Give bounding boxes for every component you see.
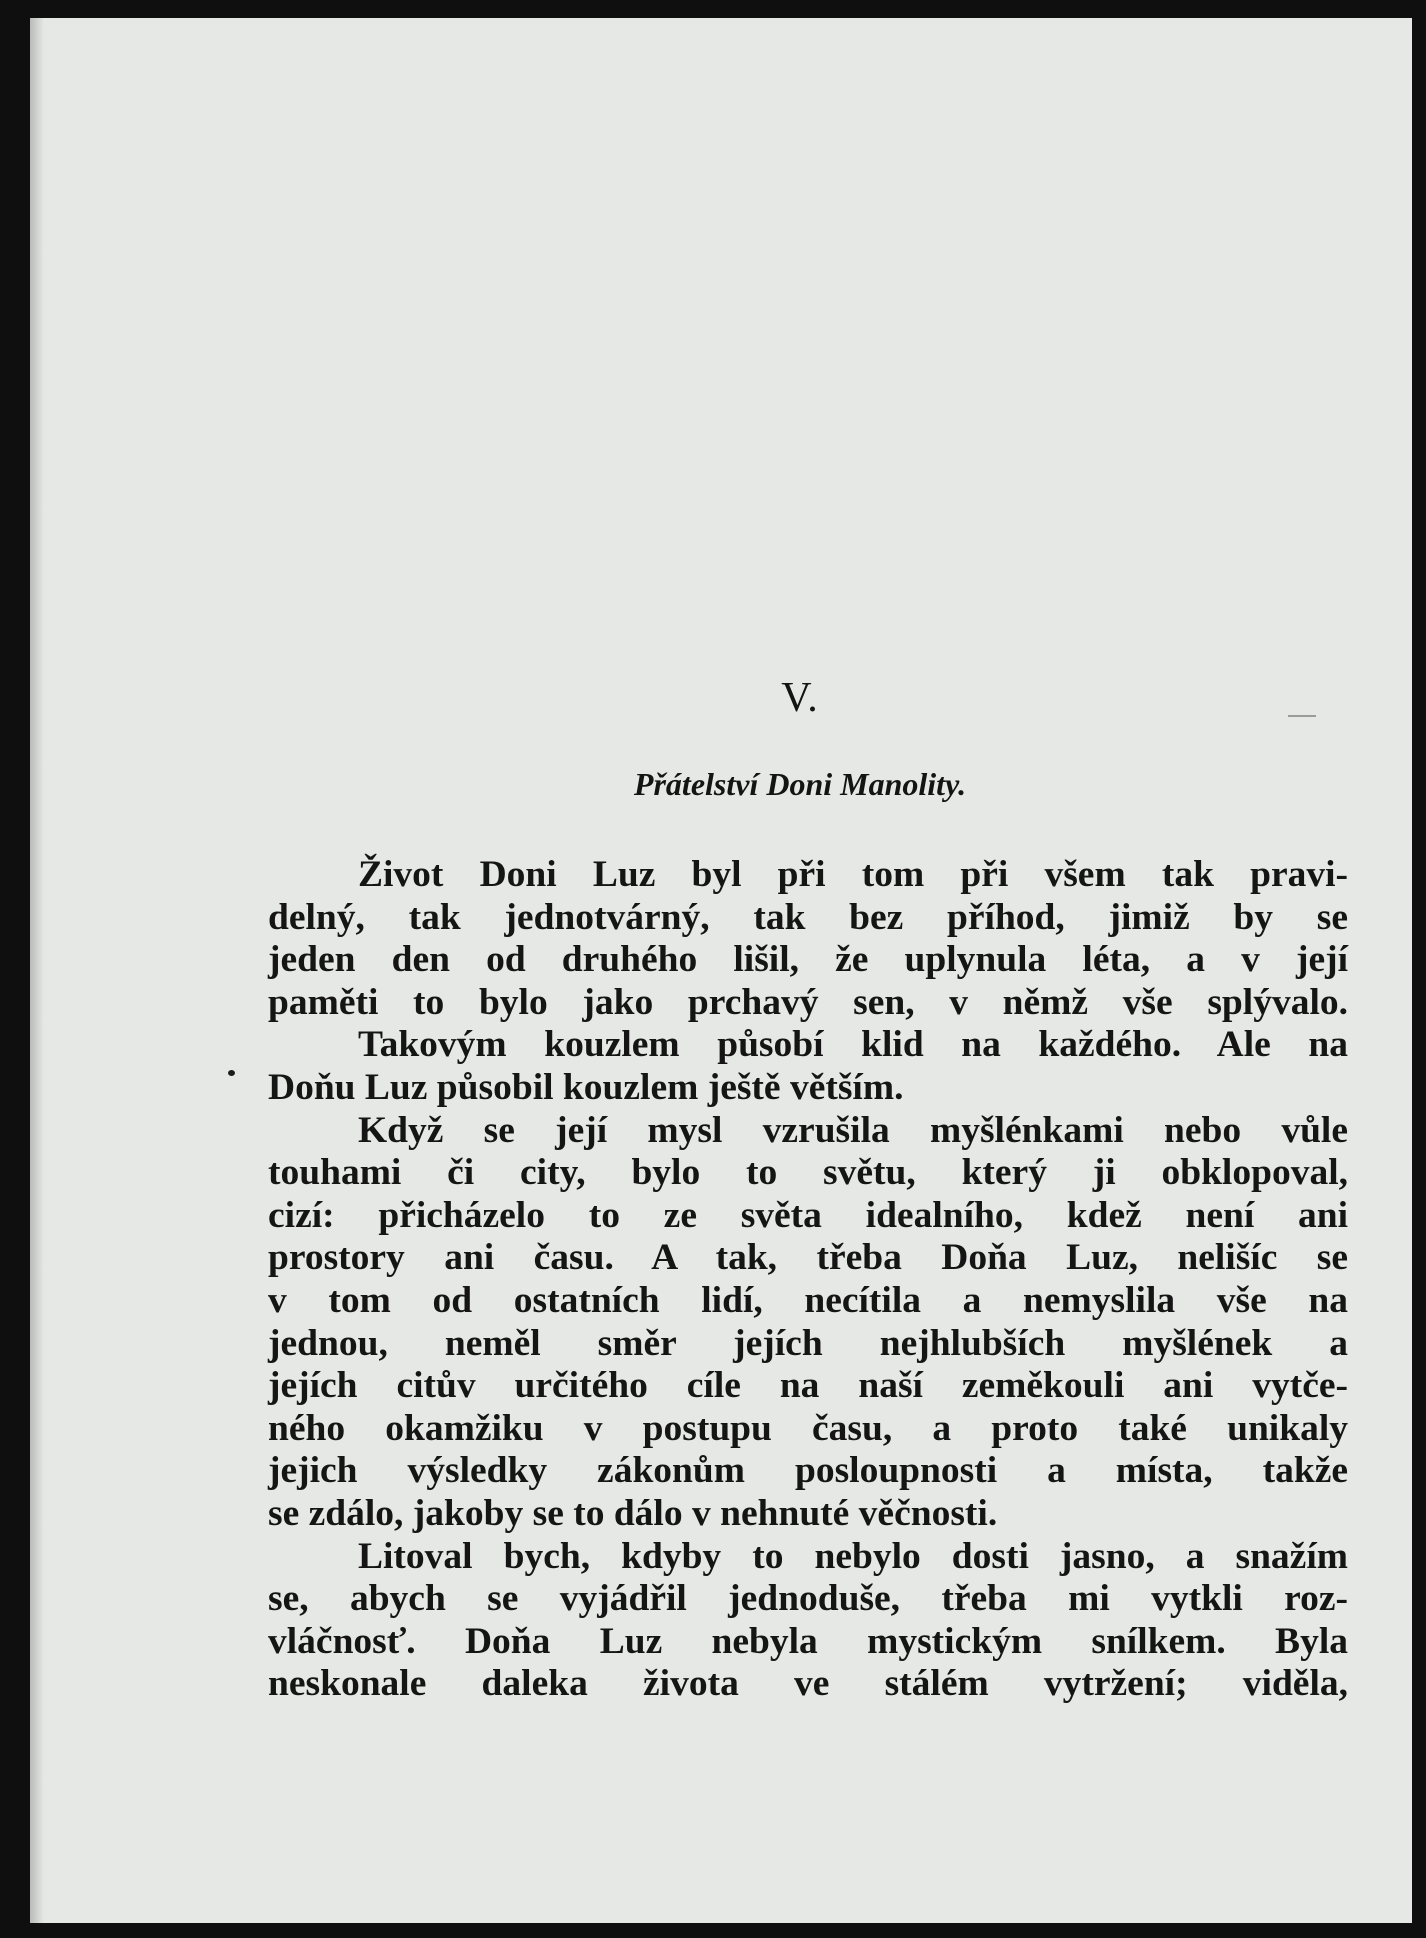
text-line: Litoval bych, kdyby to nebylo dosti jasno, a snažím xyxy=(358,1535,1348,1577)
text-line: delný, tak jednotvárný, tak bez příhod, jimiž by se xyxy=(268,896,1348,938)
text-line: ného okamžiku v postupu času, a proto také unikaly xyxy=(268,1407,1348,1449)
text-line: jejich výsledky zákonům posloupnosti a místa, takže xyxy=(268,1450,1348,1492)
text-line: jejích citův určitého cíle na naší zeměkouli ani vytče- xyxy=(268,1365,1348,1407)
text-line: jeden den od druhého lišil, že uplynula léta, a v její xyxy=(268,939,1348,981)
text-line: Doňu Luz působil kouzlem ještě větším. xyxy=(268,1066,904,1108)
page-edge-shadow xyxy=(30,18,44,1923)
text-line: se, abych se vyjádřil jednoduše, třeba mi vytkli roz- xyxy=(268,1578,1348,1620)
text-line: neskonale daleka života ve stálém vytržení; viděla, xyxy=(268,1663,1348,1705)
text-line: prostory ani času. A tak, třeba Doňa Luz, nelišíc se xyxy=(268,1237,1348,1279)
chapter-number: V. xyxy=(781,675,819,721)
text-line: cizí: přicházelo to ze světa idealního, kdež není ani xyxy=(268,1194,1348,1236)
text-line: jednou, neměl směr jejích nejhlubších myšlének a xyxy=(268,1322,1348,1364)
text-line: paměti to bylo jako prchavý sen, v němž vše splývalo. xyxy=(268,981,1348,1023)
text-line: Takovým kouzlem působí klid na každého. Ale na xyxy=(358,1024,1348,1066)
text-line: v tom od ostatních lidí, necítila a nemyslila vše na xyxy=(268,1279,1348,1321)
chapter-body xyxy=(268,854,1348,1706)
chapter-title: Přátelství Doni Manolity. xyxy=(633,766,967,802)
book-page xyxy=(30,18,1412,1923)
print-mark xyxy=(1288,715,1316,717)
text-line: se zdálo, jakoby se to dálo v nehnuté věčnosti. xyxy=(268,1492,998,1534)
text-line: touhami či city, bylo to světu, který ji obklopoval, xyxy=(268,1152,1348,1194)
ink-speck xyxy=(228,1070,235,1076)
text-line: Když se její mysl vzrušila myšlénkami nebo vůle xyxy=(358,1109,1348,1151)
text-line: vláčnosť. Doňa Luz nebyla mystickým snílkem. Byla xyxy=(268,1620,1348,1662)
text-line: Život Doni Luz byl při tom při všem tak pravi- xyxy=(358,854,1348,895)
